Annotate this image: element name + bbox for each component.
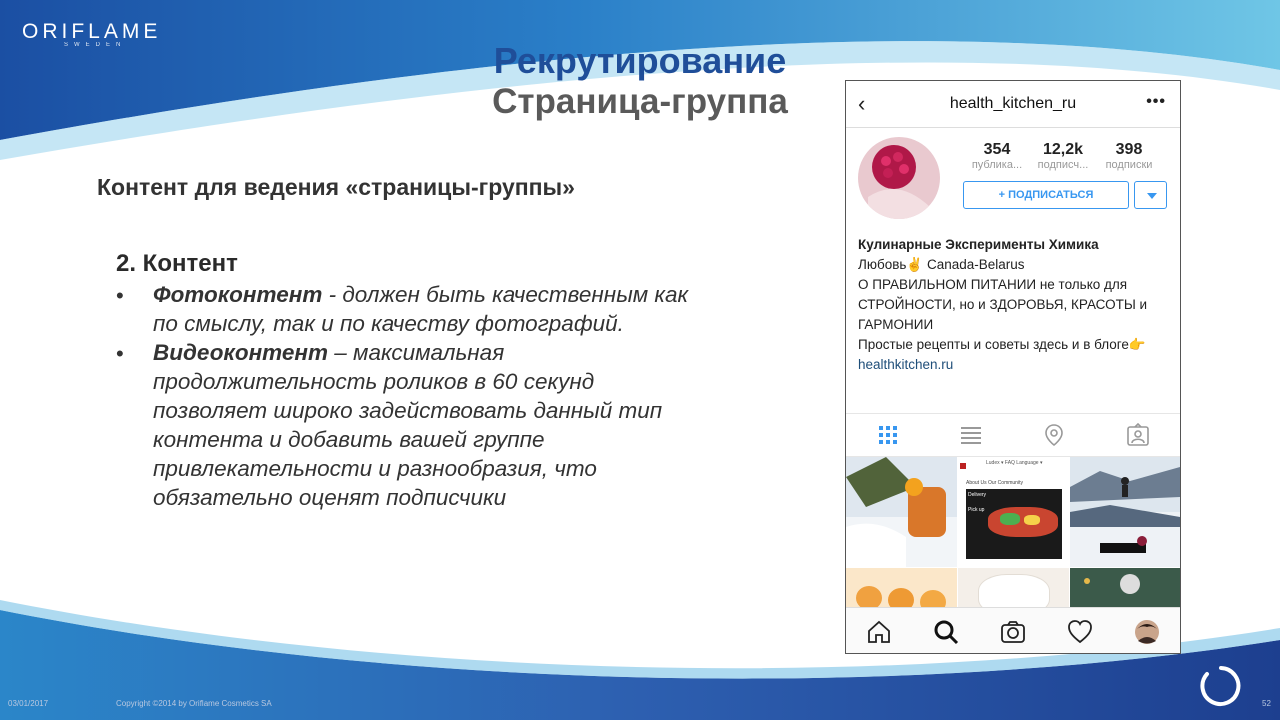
oriflame-o-icon: [1199, 664, 1243, 708]
list-icon[interactable]: [959, 423, 983, 447]
stat-following[interactable]: [1096, 141, 1162, 171]
bullet-marker: •: [116, 341, 124, 366]
search-icon[interactable]: [933, 619, 959, 645]
thumb-logo: [960, 463, 966, 469]
bottom-navigation: [846, 607, 1180, 654]
bio-name: Кулинарные Эксперименты Химика: [858, 237, 1099, 252]
thumb-pickup: Pick up: [968, 507, 985, 513]
stat-followers[interactable]: [1030, 141, 1096, 171]
post-thumbnail[interactable]: [846, 568, 957, 607]
post-thumbnail[interactable]: [1070, 568, 1180, 607]
location-icon[interactable]: [1042, 423, 1066, 447]
profile-username: health_kitchen_ru: [949, 95, 1077, 112]
back-icon[interactable]: ‹: [858, 91, 866, 116]
brand-name: ORIFLAME: [22, 20, 162, 43]
bullet-video: [153, 338, 713, 512]
grid-icon[interactable]: [876, 423, 900, 447]
profile-icon[interactable]: [1134, 619, 1160, 645]
bio-line: Простые рецепты и советы здесь и в блоге👉: [858, 337, 1146, 352]
bullet-body: - должен быть качественным как по смыслу, так и по качеству фотографий.: [153, 282, 689, 336]
chevron-down-icon: [1147, 193, 1157, 199]
profile-tabs: [846, 413, 1180, 457]
profile-bio: [858, 235, 1173, 375]
stat-label: публика...: [971, 159, 1023, 171]
page-number: 52: [1262, 699, 1271, 708]
suggestions-dropdown-button[interactable]: [1134, 181, 1167, 209]
stat-value: 398: [1115, 141, 1143, 158]
camera-icon[interactable]: [1000, 619, 1026, 645]
post-thumbnail[interactable]: [1070, 457, 1180, 567]
thumb-food-photo: [966, 489, 1062, 559]
stat-label: подписки: [1105, 159, 1153, 171]
bullet-marker: •: [116, 283, 124, 308]
post-thumbnail[interactable]: [846, 457, 957, 567]
bullet-term: Видеоконтент: [153, 340, 328, 365]
follow-button[interactable]: + ПОДПИСАТЬСЯ: [963, 181, 1129, 209]
footer-copyright: Copyright ©2014 by Oriflame Cosmetics SA: [116, 699, 272, 708]
more-options-icon[interactable]: •••: [1146, 93, 1166, 110]
profile-header: [846, 81, 1180, 128]
footer-date: 03/01/2017: [8, 699, 49, 708]
heart-icon[interactable]: [1067, 619, 1093, 645]
slide-subtitle: Страница-группа: [492, 82, 788, 121]
oriflame-logo: [22, 20, 161, 48]
thumb-nav-text: Ludex ▾ FAQ Language ▾: [986, 460, 1043, 466]
instagram-profile-screenshot: [845, 80, 1181, 654]
bullet-photo: [153, 280, 713, 338]
slide-title: Рекрутирование: [493, 40, 787, 81]
brand-sub: SWEDEN: [64, 42, 127, 48]
stat-label: подписч...: [1037, 159, 1089, 171]
post-thumbnail[interactable]: [958, 568, 1069, 607]
section-heading: Контент для ведения «страницы-группы»: [97, 174, 575, 200]
tagged-icon[interactable]: [1126, 423, 1150, 447]
bullet-term: Фотоконтент: [153, 282, 323, 307]
post-thumbnail[interactable]: [958, 457, 1069, 567]
bullet-body: – максимальная продолжительность роликов в 60 секунд позволяет широко задействовать данный тип контента и добавить вашей группе привлекательности и разнообразия, что обязательно оценят подписчики: [153, 340, 663, 510]
bio-line: О ПРАВИЛЬНОМ ПИТАНИИ не только для СТРОЙНОСТИ, но и ЗДОРОВЬЯ, КРАСОТЫ и ГАРМОНИИ: [858, 277, 1148, 332]
thumb-tabs-text: About Us Our Community: [966, 480, 1023, 486]
stat-value: 354: [983, 141, 1011, 158]
list-item-heading: 2. Контент: [116, 250, 238, 277]
post-grid: [846, 457, 1180, 607]
thumb-delivery: Delivery: [968, 492, 987, 498]
home-icon[interactable]: [866, 619, 892, 645]
stat-value: 12,2k: [1042, 141, 1084, 158]
bio-link[interactable]: healthkitchen.ru: [858, 357, 954, 372]
stat-posts[interactable]: [964, 141, 1030, 171]
avatar[interactable]: [858, 137, 940, 219]
bio-line: Любовь✌️ Canada-Belarus: [858, 257, 1025, 272]
